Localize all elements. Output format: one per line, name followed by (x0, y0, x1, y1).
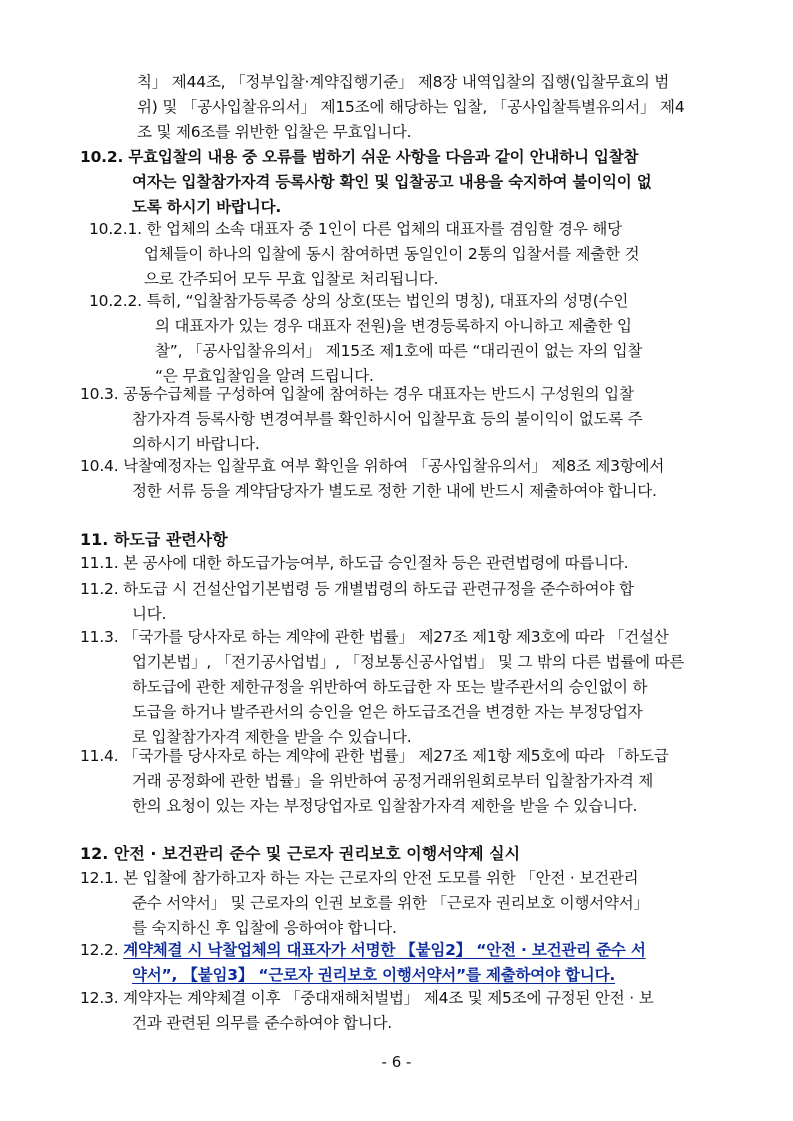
text-line: 10.2.2. 특히, “입찰참가등록증 상의 상호(또는 법인의 명칭), 대표자의 성명(수인 (89, 292, 629, 310)
text-line: 를 숙지하신 후 입찰에 응하여야 합니다. (132, 919, 397, 937)
text-line: 하도급에 관한 제한규정을 위반하여 하도급한 자 또는 발주관서의 승인없이 하 (132, 678, 648, 696)
text-line: 11.2. 하도급 시 건설산업기본법령 등 개별법령의 하도급 관련규정을 준수하여야 합 (80, 580, 634, 598)
section-12-heading: 12. 안전 · 보건관리 준수 및 근로자 권리보호 이행서약제 실시 (80, 844, 521, 863)
clause-12-3 (80, 986, 654, 1036)
clause-10-2-1 (89, 217, 639, 292)
text-line: 건과 관련된 의무를 준수하여야 합니다. (132, 1014, 393, 1032)
clause-11-4 (80, 744, 669, 819)
text-line: 찰”, 「공사입찰유의서」 제15조 제1호에 따른 “대리권이 없는 자의 입찰 (155, 342, 643, 360)
text-line (80, 963, 646, 988)
text-line: 으로 간주되어 모두 무효 입찰로 처리됩니다. (144, 270, 439, 288)
clause-11-1 (80, 551, 628, 576)
text-line: 10.4. 낙찰예정자는 입찰무효 여부 확인을 위하여 「공사입찰유의서」 제8조 제3항에서 (80, 457, 665, 475)
clause-12-1 (80, 866, 649, 941)
text-line: 정한 서류 등을 계약담당자가 별도로 정한 기한 내에 반드시 제출하여야 합니다. (132, 482, 657, 500)
text-line: 의 대표자가 있는 경우 대표자 전원)을 변경등록하지 아니하고 제출한 입 (155, 317, 632, 335)
text-line: 10.2.1. 한 업체의 소속 대표자 중 1인이 다른 업체의 대표자를 겸임할 경우 해당 (89, 220, 622, 238)
section-11-heading: 11. 하도급 관련사항 (80, 530, 228, 549)
text-line: 위) 및 「공사입찰유의서」 제15조에 해당하는 입찰, 「공사입찰특별유의서」 제4 (137, 98, 685, 116)
text-line (80, 938, 646, 963)
text-line: 11.3. 「국가를 당사자로 하는 계약에 관한 법률」 제27조 제1항 제3호에 따라 「건설산 (80, 628, 669, 646)
text-line: 칙」 제44조, 「정부입찰·계약집행기준」 제8장 내역입찰의 집행(입찰무효의 범 (137, 73, 670, 91)
text-line: 업기본법」, 「전기공사업법」, 「정보통신공사업법」 및 그 밖의 다른 법률에 따른 (132, 653, 685, 671)
clause-12-2 (80, 938, 646, 988)
text-line: 도록 하시기 바랍니다. (132, 198, 282, 216)
text-line: 업체들이 하나의 입찰에 동시 참여하면 동일인이 2통의 입찰서를 제출한 것 (144, 245, 640, 263)
clause-number: 12.2. (80, 941, 119, 959)
text-line: 로 입찰참가자격 제한을 받을 수 있습니다. (132, 728, 412, 746)
text-line: 10.3. 공동수급체를 구성하여 입찰에 참여하는 경우 대표자는 반드시 구성원의 입찰 (80, 385, 634, 403)
text-line: 10.2. 무효입찰의 내용 중 오류를 범하기 쉬운 사항을 다음과 같이 안내하니 입찰참 (80, 148, 639, 166)
text-line: “은 무효입찰임을 알려 드립니다. (155, 367, 374, 385)
text-line: 니다. (132, 605, 167, 623)
page-number: - 6 - (381, 1053, 412, 1071)
text-line: 12.1. 본 입찰에 참가하고자 하는 자는 근로자의 안전 도모를 위한 「안전 · 보건관리 (80, 869, 639, 887)
clause-10-2 (80, 145, 652, 220)
clause-11-2 (80, 577, 634, 627)
intro-paragraph (137, 70, 685, 145)
text-line: 11.4. 「국가를 당사자로 하는 계약에 관한 법률」 제27조 제1항 제5호에 따라 「하도급 (80, 747, 669, 765)
text-line: 의하시기 바랍니다. (132, 435, 260, 453)
text-line: 조 및 제6조를 위반한 입찰은 무효입니다. (137, 123, 412, 141)
clause-11-3 (80, 625, 684, 750)
clause-10-4 (80, 454, 664, 504)
clause-10-3 (80, 382, 643, 457)
emphasis-text: 약서”, 【붙임3】 “근로자 권리보호 이행서약서”를 제출하여야 합니다. (132, 966, 616, 984)
text-line: 거래 공정화에 관한 법률」을 위반하여 공정거래위원회로부터 입찰참가자격 제 (132, 772, 654, 790)
text-line: 한의 요청이 있는 자는 부정당업자로 입찰참가자격 제한을 받을 수 있습니다. (132, 797, 638, 815)
text-line: 12.3. 계약자는 계약체결 이후 「중대재해처벌법」 제4조 및 제5조에 규정된 안전 · 보 (80, 989, 654, 1007)
emphasis-text: 계약체결 시 낙찰업체의 대표자가 서명한 【붙임2】 “안전 · 보건관리 준수 서 (123, 941, 646, 959)
text-line: 여자는 입찰참가자격 등록사항 확인 및 입찰공고 내용을 숙지하여 불이익이 없 (132, 173, 652, 191)
text-line: 도급을 하거나 발주관서의 승인을 얻은 하도급조건을 변경한 자는 부정당업자 (132, 703, 643, 721)
clause-10-2-2 (89, 289, 642, 389)
text-line: 11.1. 본 공사에 대한 하도급가능여부, 하도급 승인절차 등은 관련법령에 따릅니다. (80, 554, 629, 572)
text-line: 준수 서약서」 및 근로자의 인권 보호를 위한 「근로자 권리보호 이행서약서」 (132, 894, 649, 912)
text-line: 참가자격 등록사항 변경여부를 확인하시어 입찰무효 등의 불이익이 없도록 주 (132, 410, 643, 428)
